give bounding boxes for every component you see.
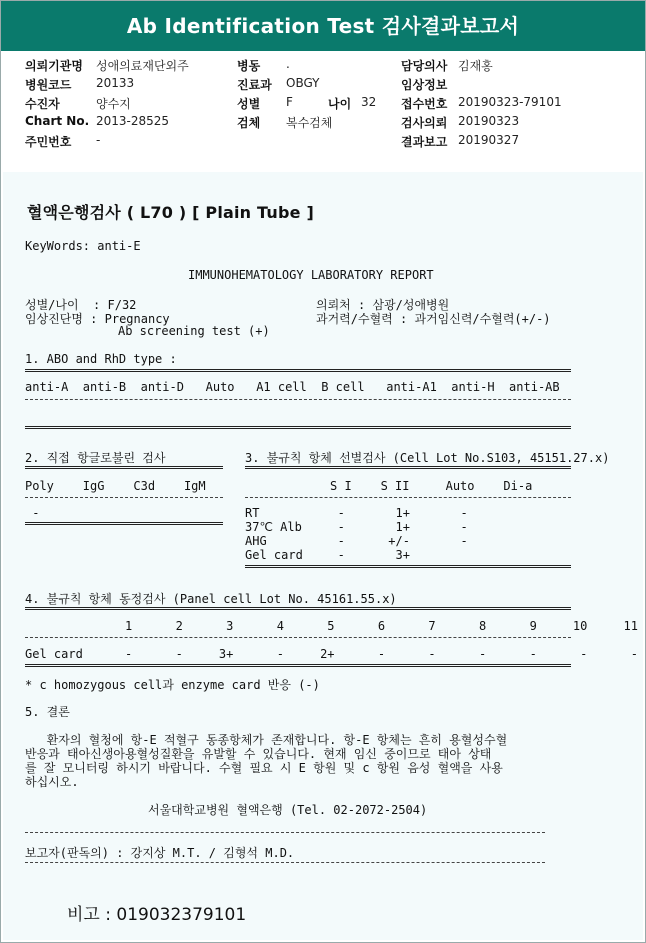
section5-title: 5. 결론 xyxy=(25,705,70,719)
screening-headers: S I S II Auto Di-a xyxy=(330,479,533,493)
panel-row-label: Gel card xyxy=(25,647,83,661)
chart-label: Chart No. xyxy=(25,114,90,128)
panel-row-values: - - 3+ - 2+ - - - - - - xyxy=(125,647,638,661)
section4-dash xyxy=(25,637,571,638)
screening-row-values: - 3+ xyxy=(316,548,410,562)
section2-dash xyxy=(25,497,223,498)
sex-age-line: 성별/나이 : F/32 xyxy=(25,298,137,312)
ward-value: . xyxy=(286,57,290,71)
age-value: 32 xyxy=(361,95,377,109)
id-label: 주민번호 xyxy=(25,135,72,149)
reqdate-value: 20190323 xyxy=(458,114,520,128)
doctor-label: 담당의사 xyxy=(401,59,448,73)
dept-value: OBGY xyxy=(286,76,320,90)
hospcode-value: 20133 xyxy=(96,76,135,90)
screening-row-values: - +/- - xyxy=(316,534,468,548)
screening-row-name: AHG xyxy=(245,534,267,548)
conclusion-line: 를 잘 모니터링 하시기 바랍니다. 수혈 필요 시 E 항원 및 c 항원 음성 혈액을 사용 xyxy=(25,761,503,775)
reporter-dash-bottom xyxy=(25,862,545,863)
section1-dash xyxy=(25,399,571,400)
age-label: 나이 xyxy=(328,97,352,111)
report-date-value: 20190327 xyxy=(458,133,520,147)
org-label: 의뢰기관명 xyxy=(25,59,83,73)
conclusion-line: 반응과 태아신생아용혈성질환을 유발할 수 있습니다. 현재 임신 중이므로 태아 상태 xyxy=(25,747,492,761)
section1-rule-bottom xyxy=(25,426,571,429)
hospital-contact: 서울대학교병원 혈액은행 (Tel. 02-2072-2504) xyxy=(148,803,428,817)
conclusion-line: 환자의 혈청에 항-E 적혈구 동종항체가 존재합니다. 항-E 항체는 흔히 용혈성수혈 xyxy=(25,733,508,747)
diagnosis-line: 임상진단명 : Pregnancy xyxy=(25,312,170,326)
screening-row-name: 37℃ Alb xyxy=(245,520,302,534)
report-title-bar: Ab Identification Test 검사결과보고서 xyxy=(1,1,645,51)
patient-label: 수진자 xyxy=(25,97,60,111)
doctor-value: 김재홍 xyxy=(458,59,493,73)
section4-rule-top xyxy=(25,607,571,610)
patient-info-block xyxy=(0,54,646,172)
section4-rule-bottom xyxy=(25,664,571,667)
screening-row-values: - 1+ - xyxy=(316,520,468,534)
sex-value: F xyxy=(286,95,293,109)
panel-cell-numbers: 1 2 3 4 5 6 7 8 9 10 11 xyxy=(125,619,638,633)
screening-line: Ab screening test (+) xyxy=(118,324,270,338)
section2-rule-top xyxy=(25,466,223,469)
screening-row-values: - 1+ - xyxy=(316,506,468,520)
report-test-title: 혈액은행검사 ( L70 ) [ Plain Tube ] xyxy=(27,203,314,222)
reporter-dash-top xyxy=(25,832,545,833)
panel-note: * c homozygous cell과 enzyme card 반응 (-) xyxy=(25,678,320,692)
keywords: KeyWords: anti-E xyxy=(25,239,141,253)
section2-title: 2. 직접 항글로불린 검사 xyxy=(25,451,166,465)
conclusion-line: 하십시오. xyxy=(25,775,79,789)
chart-value: 2013-28525 xyxy=(96,114,170,128)
footer-note: 비고 : 019032379101 xyxy=(67,905,247,925)
receipt-label: 접수번호 xyxy=(401,97,448,111)
ward-label: 병동 xyxy=(237,59,261,73)
dat-values: - xyxy=(25,506,40,520)
specimen-value: 복수검체 xyxy=(286,116,333,130)
screening-row-name: Gel card xyxy=(245,548,303,562)
reqdate-label: 검사의뢰 xyxy=(401,116,448,130)
section3-title: 3. 불규칙 항체 선별검사 (Cell Lot No.S103, 45151.27.x) xyxy=(245,451,610,465)
dat-headers: Poly IgG C3d IgM xyxy=(25,479,206,493)
dept-label: 진료과 xyxy=(237,78,272,92)
clinical-label: 임상정보 xyxy=(401,78,448,92)
receipt-value: 20190323-79101 xyxy=(458,95,562,109)
reporter-line: 보고자(판독의) : 강지상 M.T. / 김형석 M.D. xyxy=(25,846,295,860)
history-line: 과거력/수혈력 : 과거임신력/수혈력(+/-) xyxy=(316,312,551,326)
section2-rule-bottom xyxy=(25,522,223,525)
id-value: - xyxy=(96,133,101,147)
section3-rule-top xyxy=(245,466,571,469)
sex-label: 성별 xyxy=(237,97,261,111)
section3-dash xyxy=(245,497,571,498)
section3-rule-bottom xyxy=(245,565,571,568)
section4-title: 4. 불규칙 항체 동정검사 (Panel cell Lot No. 45161.55.x) xyxy=(25,592,397,606)
requester-line: 의뢰처 : 삼광/성애병원 xyxy=(316,298,450,312)
section1-rule-top xyxy=(25,369,571,372)
patient-value: 양수지 xyxy=(96,97,131,111)
report-date-label: 결과보고 xyxy=(401,135,448,149)
section1-title: 1. ABO and RhD type : xyxy=(25,352,177,366)
hospcode-label: 병원코드 xyxy=(25,78,72,92)
lab-report-title: IMMUNOHEMATOLOGY LABORATORY REPORT xyxy=(188,268,434,282)
org-value: 성애의료재단외주 xyxy=(96,59,189,73)
specimen-label: 검체 xyxy=(237,116,261,130)
screening-row-name: RT xyxy=(245,506,260,520)
abo-headers: anti-A anti-B anti-D Auto A1 cell B cell anti-A1 anti-H anti-AB xyxy=(25,380,560,394)
